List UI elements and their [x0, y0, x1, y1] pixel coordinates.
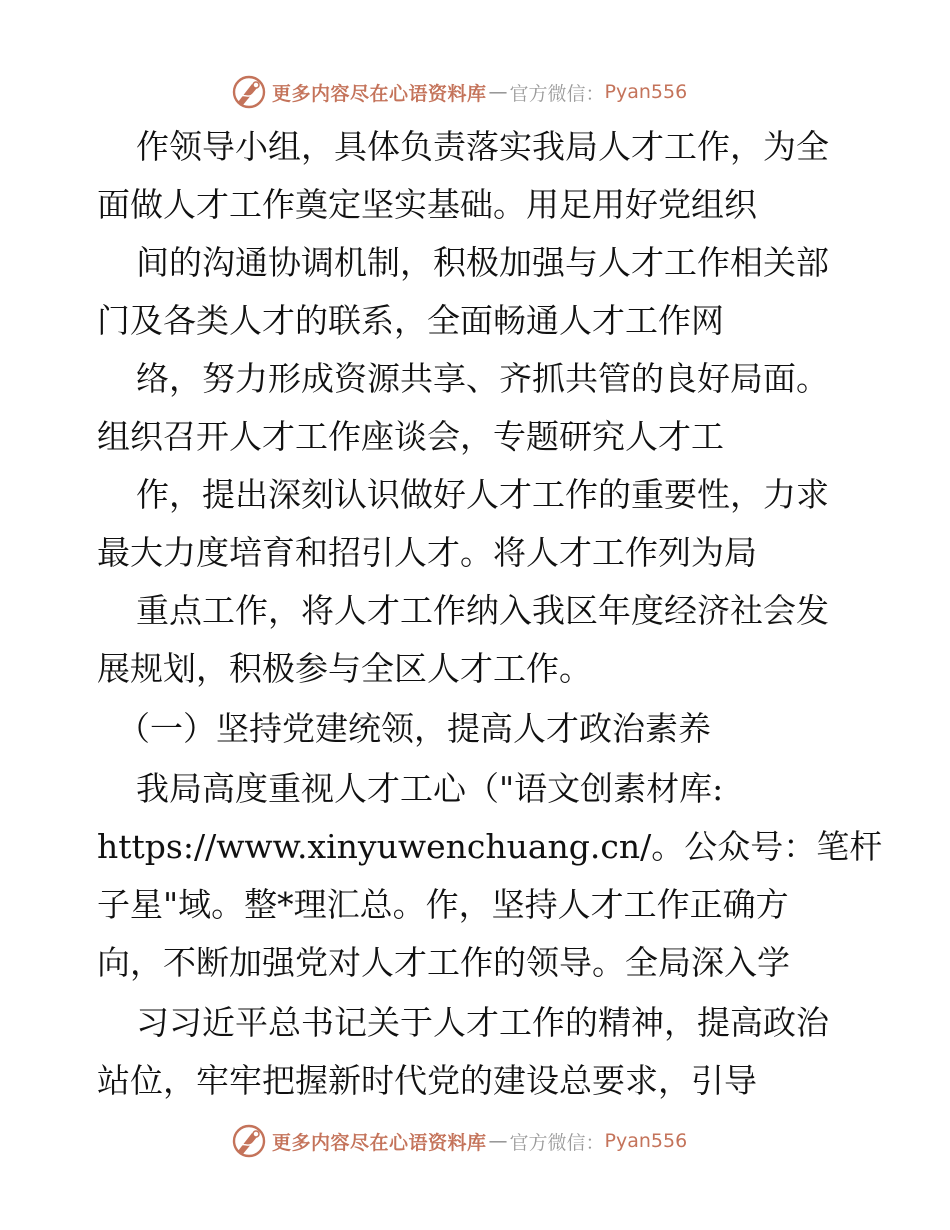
- watermark-brand: 更多内容尽在心语资料库: [272, 1131, 487, 1154]
- brand-logo-icon: [232, 75, 266, 109]
- text-line: 最大力度培育和招引人才。将人才工作列为局: [97, 533, 757, 572]
- watermark-label: 官方微信：: [509, 1131, 605, 1154]
- brand-logo-icon: [232, 1124, 266, 1158]
- text-line: 面做人才工作奠定坚实基础。用足用好党组织: [97, 185, 757, 224]
- text-line: 作，提出深刻认识做好人才工作的重要性，力求: [136, 475, 829, 514]
- watermark-header: [232, 72, 687, 112]
- text-line: 子星"域。整*理汇总。作，坚持人才工作正确方: [97, 885, 789, 924]
- text-line: 络，努力形成资源共享、齐抓共管的良好局面。: [136, 359, 829, 398]
- watermark-wechat-id: Pyan556: [604, 81, 688, 103]
- watermark-dash: —: [488, 81, 508, 103]
- text-line: 向，不断加强党对人才工作的领导。全局深入学: [97, 943, 790, 982]
- text-line: 站位，牢牢把握新时代党的建设总要求，引导: [97, 1061, 757, 1100]
- text-line: 习习近平总书记关于人才工作的精神，提高政治: [136, 1003, 829, 1042]
- section-heading: （一）坚持党建统领，提高人才政治素养: [117, 709, 711, 748]
- text-line: 作领导小组，具体负责落实我局人才工作，为全: [136, 127, 829, 166]
- text-line: https://www.xinyuwenchuang.cn/。公众号：笔杆: [97, 827, 883, 866]
- text-line: 间的沟通协调机制，积极加强与人才工作相关部: [136, 243, 829, 282]
- watermark-brand: 更多内容尽在心语资料库: [272, 82, 487, 105]
- watermark-dash: —: [488, 1130, 508, 1152]
- watermark-footer: [232, 1121, 687, 1161]
- watermark-wechat-id: Pyan556: [604, 1130, 688, 1152]
- text-line: 展规划，积极参与全区人才工作。: [97, 649, 592, 688]
- text-line: 组织召开人才工作座谈会，专题研究人才工: [97, 417, 724, 456]
- text-line: 重点工作，将人才工作纳入我区年度经济社会发: [136, 591, 829, 630]
- text-line: 门及各类人才的联系，全面畅通人才工作网: [97, 301, 724, 340]
- watermark-label: 官方微信：: [509, 82, 605, 105]
- text-line: 我局高度重视人才工心（"语文创素材库:: [136, 769, 724, 808]
